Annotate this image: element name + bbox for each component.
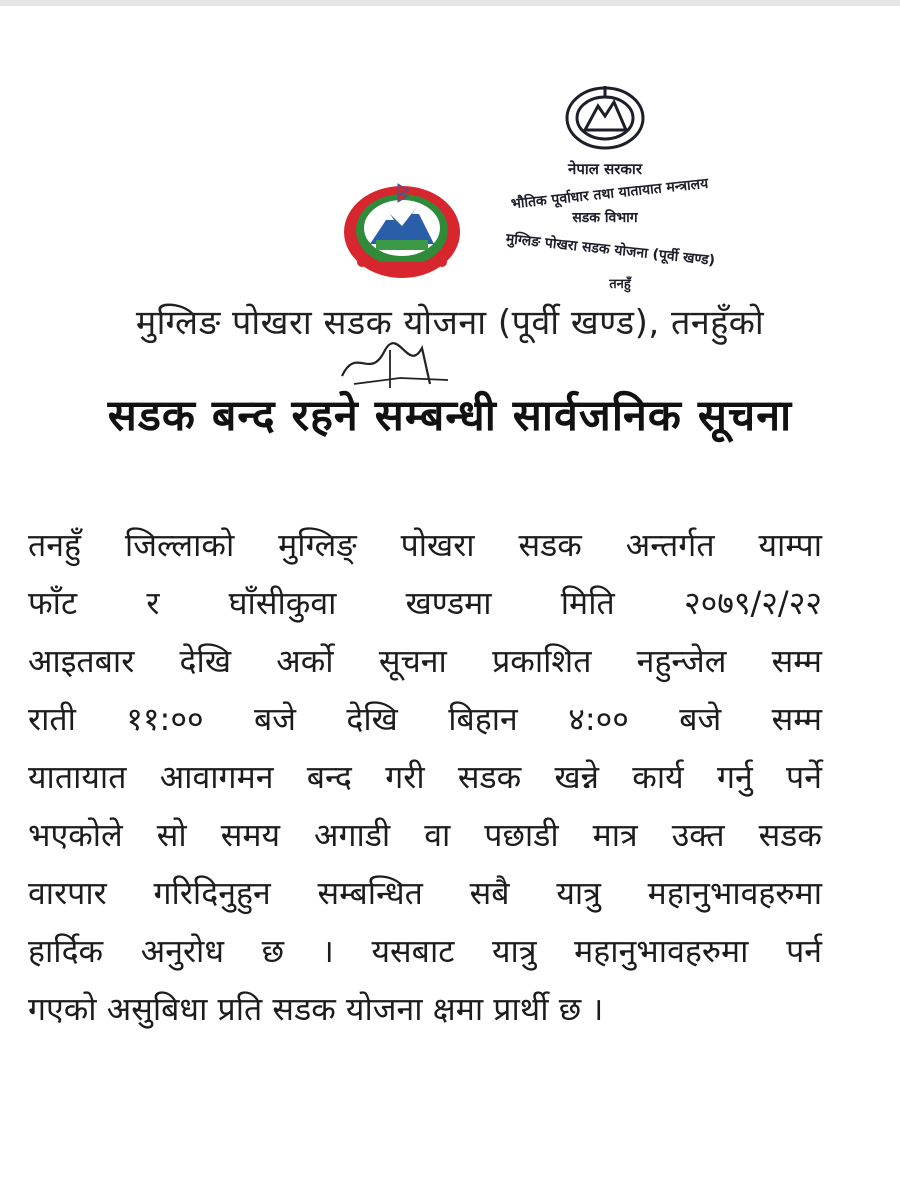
seal-line-2: भौतिक पूर्वाधार तथा यातायात मन्त्रालय — [510, 175, 709, 213]
top-border — [0, 0, 900, 6]
body-line: राती ११:०० बजे देखि बिहान ४:०० बजे सम्म — [28, 700, 822, 738]
body-line: भएकोले सो समय अगाडी वा पछाडी मात्र उक्त सडक — [28, 816, 822, 854]
office-name-line: मुग्लिङ पोखरा सडक योजना (पूर्वी खण्ड), तनहुँको — [135, 303, 765, 343]
body-line: वारपार गरिदिनुहुन सम्बन्धित सबै यात्रु महानुभावहरुमा — [28, 874, 822, 912]
seal-line-5: तनहुँ — [609, 277, 631, 292]
seal-line-4: मुग्लिङ पोखरा सडक योजना (पूर्वी खण्ड) — [505, 231, 716, 269]
body-line: तनहुँ जिल्लाको मुग्लिङ् पोखरा सडक अन्तर्गत याम्पा — [28, 526, 822, 564]
body-line: यातायात आवागमन बन्द गरी सडक खन्ने कार्य गर्नु पर्ने — [28, 758, 822, 796]
body-line: गएको असुबिधा प्रति सडक योजना क्षमा प्रार्थी छ । — [28, 990, 604, 1028]
notice-heading: सडक बन्द रहने सम्बन्धी सार्वजनिक सूचना — [107, 391, 793, 441]
notice-body — [28, 516, 822, 1038]
body-line: हार्दिक अनुरोध छ । यसबाट यात्रु महानुभावहरुमा पर्न — [28, 932, 822, 970]
office-seal-stamp — [460, 76, 750, 298]
body-line: फाँट र घाँसीकुवा खण्डमा मिति २०७९/२/२२ — [28, 584, 822, 622]
nepal-emblem-icon — [340, 182, 464, 282]
seal-line-3: सडक विभाग — [572, 210, 638, 226]
seal-line-1: नेपाल सरकार — [568, 160, 642, 178]
seal-emblem-icon — [567, 86, 643, 148]
body-line: आइतबार देखि अर्को सूचना प्रकाशित नहुन्जेल सम्म — [28, 642, 822, 680]
